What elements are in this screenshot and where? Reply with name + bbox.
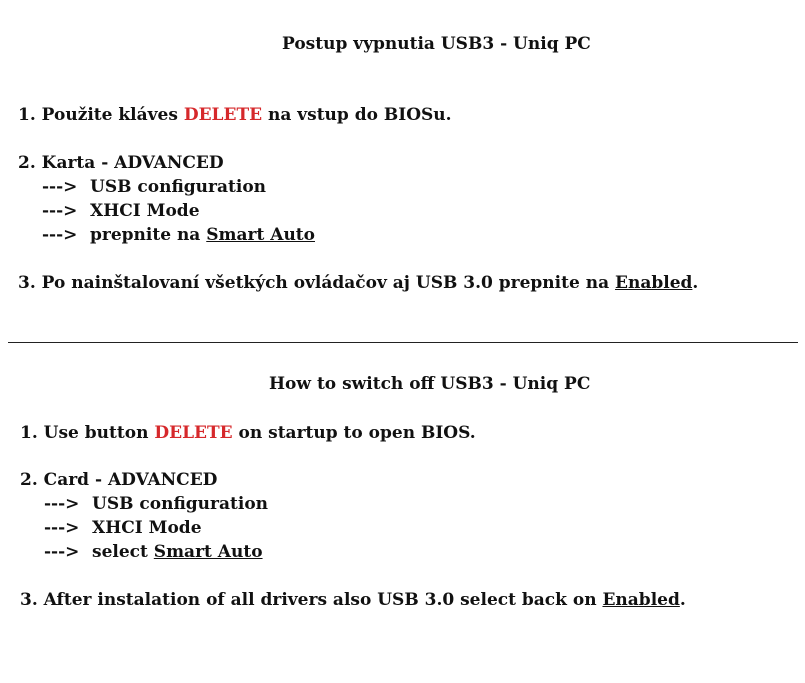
sk-step-3-prefix: 3. Po nainštalovaní všetkých ovládačov aj USB 3.0 prepnite na [18, 273, 616, 293]
sk-title: Postup vypnutia USB3 - Uniq PC [282, 34, 591, 54]
sk-step-3 [18, 272, 698, 294]
arrow-icon: ---> [42, 225, 78, 245]
arrow-icon: ---> [44, 542, 80, 562]
en-path-item [44, 541, 263, 563]
en-title: How to switch off USB3 - Uniq PC [269, 374, 591, 394]
en-path-text: USB configuration [92, 494, 269, 514]
sk-step-1-suffix: na vstup do BIOSu. [262, 105, 452, 125]
sk-path-text: prepnite na [90, 225, 207, 245]
arrow-icon: ---> [44, 518, 80, 538]
sk-step-2: 2. Karta - ADVANCED [18, 153, 224, 173]
sk-smart-auto-value: Smart Auto [206, 225, 315, 245]
sk-path-item [42, 176, 266, 198]
sk-path-text: USB configuration [90, 177, 267, 197]
en-path-item [44, 493, 268, 515]
sk-step-1 [18, 104, 452, 126]
en-enabled-value: Enabled [602, 590, 680, 610]
en-delete-key: DELETE [154, 423, 233, 443]
en-smart-auto-value: Smart Auto [153, 542, 263, 562]
en-step-2: 2. Card - ADVANCED [20, 470, 218, 490]
sk-enabled-value: Enabled [615, 273, 693, 293]
en-step-3-prefix: 3. After instalation of all drivers also USB 3.0 select back on [20, 590, 603, 610]
sk-delete-key: DELETE [183, 105, 263, 125]
en-path-text: XHCI Mode [92, 518, 202, 538]
arrow-icon: ---> [42, 201, 78, 221]
arrow-icon: ---> [44, 494, 80, 514]
arrow-icon: ---> [42, 177, 78, 197]
sk-step-3-suffix: . [692, 273, 699, 293]
sk-path-item [42, 224, 315, 246]
en-step-1 [20, 422, 476, 444]
section-divider [8, 342, 798, 343]
en-path-text: select [92, 542, 154, 562]
en-path-item [44, 517, 202, 539]
en-step-3 [20, 589, 686, 611]
sk-path-item [42, 200, 200, 222]
en-step-3-suffix: . [679, 590, 686, 610]
en-step-1-suffix: on startup to open BIOS. [232, 423, 476, 443]
sk-step-1-prefix: 1. Použite kláves [18, 105, 184, 125]
sk-path-text: XHCI Mode [90, 201, 200, 221]
en-step-1-prefix: 1. Use button [20, 423, 155, 443]
